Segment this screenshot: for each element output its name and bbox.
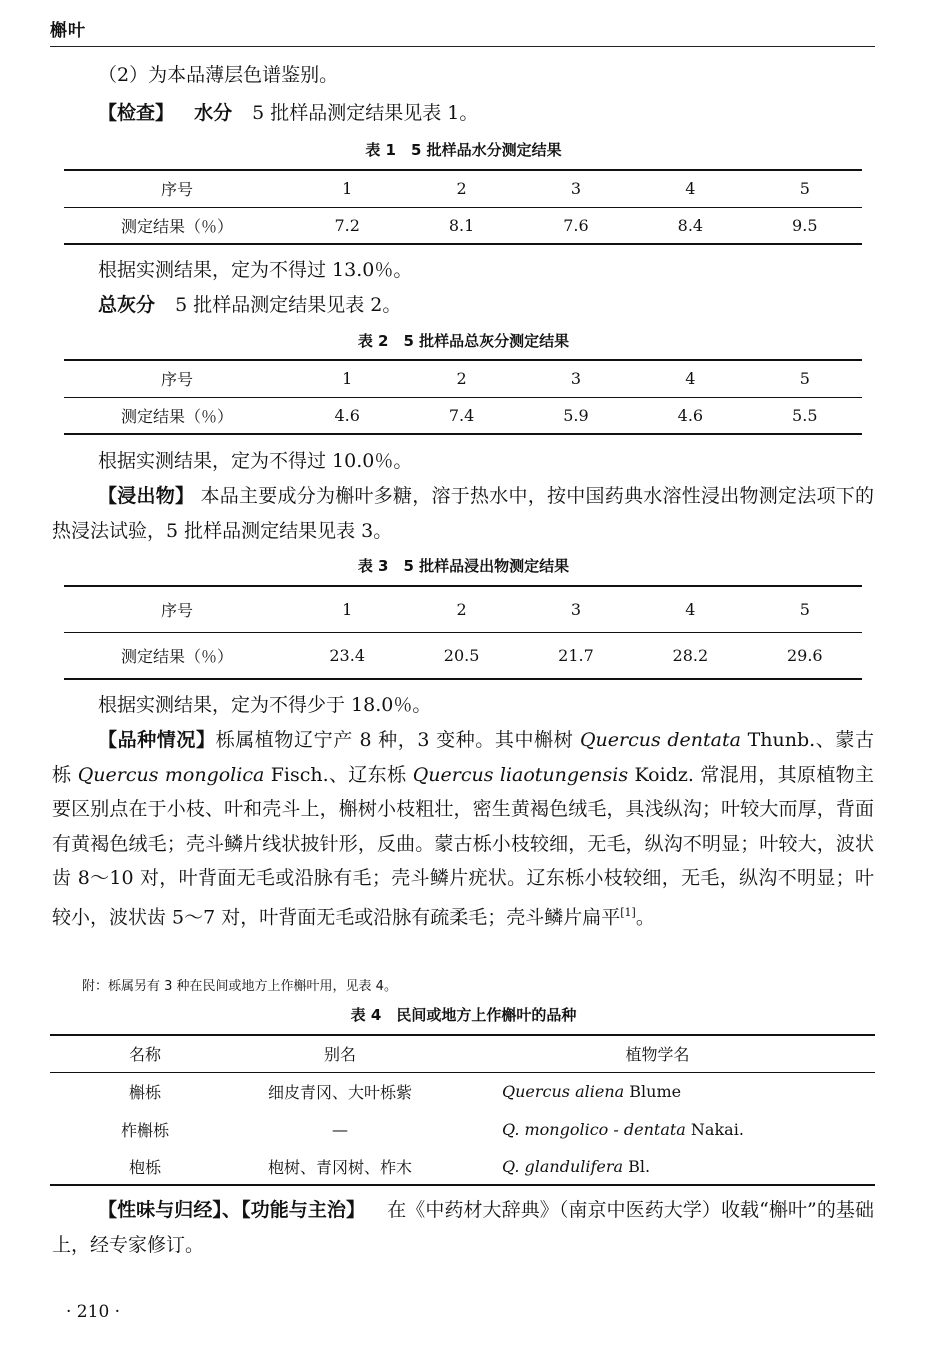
table4-name: 柞槲栎 bbox=[120, 1120, 169, 1140]
variety-text-3: Fisch.、辽东栎 bbox=[264, 763, 413, 786]
table1-value: 8.1 bbox=[448, 215, 475, 235]
table4-latin-name bbox=[440, 1148, 875, 1185]
closing-paragraph bbox=[52, 1193, 874, 1262]
header-rule bbox=[50, 46, 875, 47]
variety-paragraph bbox=[52, 723, 874, 934]
table2-value: 5.5 bbox=[792, 405, 818, 425]
table1-value: 7.2 bbox=[334, 215, 360, 235]
check-paragraph bbox=[98, 96, 874, 131]
table4-latin-name bbox=[440, 1072, 875, 1110]
variety-text-2: Thunb.、蒙古栎 bbox=[52, 729, 874, 786]
latin-author: Bl. bbox=[623, 1156, 651, 1176]
table1-value: 7.6 bbox=[563, 215, 589, 235]
table4-row bbox=[50, 1072, 875, 1110]
table1-row-label: 测定结果（％） bbox=[120, 216, 233, 236]
table3-value-row bbox=[64, 632, 862, 679]
page-number: · 210 · bbox=[66, 1302, 121, 1322]
intro-paragraph: （2）为本品薄层色谱鉴别。 bbox=[98, 64, 339, 86]
table2-col: 5 bbox=[799, 369, 810, 389]
table1-header-row bbox=[64, 170, 862, 207]
check-label: 【检查】 bbox=[98, 102, 175, 124]
table1-value: 8.4 bbox=[677, 215, 704, 235]
table3-value: 23.4 bbox=[329, 645, 365, 665]
result3-paragraph: 根据实测结果，定为不得少于 18.0％。 bbox=[98, 694, 432, 716]
running-head: 槲叶 bbox=[50, 21, 86, 41]
table3-row-label: 测定结果（％） bbox=[120, 646, 233, 666]
table1-value-row bbox=[64, 207, 862, 244]
table2-value: 7.4 bbox=[448, 405, 475, 425]
table1-col: 1 bbox=[342, 179, 353, 199]
table2-col: 1 bbox=[342, 369, 353, 389]
variety-end: 。 bbox=[635, 905, 655, 928]
table4-alias: 细皮青冈、大叶栎紫 bbox=[267, 1082, 412, 1102]
table1-value: 9.5 bbox=[792, 215, 818, 235]
moisture-term: 水分 bbox=[194, 102, 233, 124]
variety-text-1: 栎属植物辽宁产 8 种，3 变种。其中槲树 bbox=[215, 729, 580, 751]
closing-text: 在《中药材大辞典》（南京中医药大学）收载“槲叶”的基础上，经专家修订。 bbox=[52, 1199, 874, 1256]
table1-caption: 表 1 5 批样品水分测定结果 bbox=[365, 141, 562, 159]
table2-col: 2 bbox=[456, 369, 467, 389]
extract-label: 【浸出物】 bbox=[98, 485, 195, 507]
table3-value: 21.7 bbox=[558, 645, 594, 665]
table4-row bbox=[50, 1110, 875, 1148]
table1-col: 4 bbox=[685, 179, 696, 199]
table3-value: 28.2 bbox=[672, 645, 709, 665]
table4-name: 枹栎 bbox=[128, 1157, 161, 1177]
table2-header-row bbox=[64, 360, 862, 397]
table1-col: 5 bbox=[799, 179, 810, 199]
table4-header: 别名 bbox=[323, 1045, 356, 1065]
table3 bbox=[64, 585, 862, 680]
table3-col: 2 bbox=[456, 599, 467, 619]
table4-header: 名称 bbox=[128, 1045, 161, 1065]
table3-value: 29.6 bbox=[786, 645, 823, 665]
latin-genus: Q. mongolico - dentata bbox=[502, 1119, 686, 1139]
table2-value: 4.6 bbox=[677, 405, 704, 425]
table2-row-label: 测定结果（％） bbox=[120, 406, 233, 426]
table2-value: 5.9 bbox=[563, 405, 589, 425]
table4-alias: 枹树、青冈树、柞木 bbox=[267, 1157, 412, 1177]
table4-name: 槲栎 bbox=[128, 1082, 161, 1102]
ash-paragraph bbox=[98, 288, 874, 323]
citation-ref: [1] bbox=[620, 905, 636, 919]
latin-genus: Q. glandulifera bbox=[502, 1156, 624, 1176]
table4-note: 附：栎属另有 3 种在民间或地方上作槲叶用，见表 4。 bbox=[82, 979, 397, 994]
table1-col: 2 bbox=[456, 179, 467, 199]
table3-col: 1 bbox=[342, 599, 353, 619]
species-name: Quercus mongolica bbox=[77, 763, 265, 786]
table4-caption: 表 4 民间或地方上作槲叶的品种 bbox=[350, 1006, 577, 1024]
variety-label: 【品种情况】 bbox=[98, 729, 216, 751]
table4-row bbox=[50, 1148, 875, 1185]
ash-term: 总灰分 bbox=[98, 294, 156, 316]
extract-text: 本品主要成分为槲叶多糖，溶于热水中，按中国药典水溶性浸出物测定法项下的热浸法试验，5 批样品测定结果见表 3。 bbox=[52, 485, 874, 542]
ash-text: 5 批样品测定结果见表 2。 bbox=[175, 294, 402, 316]
table1 bbox=[64, 169, 862, 245]
table3-col: 3 bbox=[570, 599, 582, 619]
table2-header-label: 序号 bbox=[160, 370, 193, 390]
latin-genus: Quercus aliena bbox=[502, 1081, 625, 1101]
check-text: 5 批样品测定结果见表 1。 bbox=[252, 102, 479, 124]
variety-text-4: Koidz. 常混用，其原植物主要区别点在于小枝、叶和壳斗上，槲树小枝粗壮，密生黄褐色绒毛，具浅纵沟；叶较大而厚，背面有黄褐色绒毛；壳斗鳞片线状披针形，反曲。蒙古栎小枝较细，无毛，纵沟不明显；叶较大，波状齿 8～10 对，叶背面无毛或沿脉有毛；壳斗鳞片疣状。辽东栎小枝较细，无毛，纵沟不明显；叶较小，波状齿 5～7 对，叶背面无毛或沿脉有疏柔毛；壳斗鳞片扁平 bbox=[52, 763, 875, 928]
closing-label: 【性味与归经】、【功能与主治】 bbox=[98, 1199, 366, 1221]
table4-header: 植物学名 bbox=[625, 1045, 690, 1065]
table2-value-row bbox=[64, 397, 862, 434]
table4-latin-name bbox=[440, 1110, 875, 1148]
table3-header-label: 序号 bbox=[160, 600, 193, 620]
table2-value: 4.6 bbox=[334, 405, 360, 425]
latin-author: Blume bbox=[624, 1081, 682, 1101]
table3-col: 4 bbox=[685, 599, 696, 619]
table4 bbox=[50, 1034, 875, 1186]
extract-paragraph bbox=[52, 479, 874, 548]
table2-col: 4 bbox=[685, 369, 696, 389]
table4-header-row bbox=[50, 1035, 875, 1072]
table3-caption: 表 3 5 批样品浸出物测定结果 bbox=[357, 557, 570, 575]
result2-paragraph: 根据实测结果，定为不得过 10.0％。 bbox=[98, 450, 413, 472]
table2-col: 3 bbox=[570, 369, 582, 389]
table3-value: 20.5 bbox=[443, 645, 480, 665]
table2 bbox=[64, 359, 862, 435]
species-name: Quercus liaotungensis bbox=[412, 763, 629, 786]
table3-col: 5 bbox=[799, 599, 810, 619]
table4-alias: — bbox=[332, 1119, 348, 1139]
latin-author: Nakai. bbox=[685, 1119, 744, 1139]
result1-paragraph: 根据实测结果，定为不得过 13.0％。 bbox=[98, 259, 413, 281]
table1-header-label: 序号 bbox=[160, 180, 193, 200]
table2-caption: 表 2 5 批样品总灰分测定结果 bbox=[357, 332, 570, 350]
table1-col: 3 bbox=[570, 179, 582, 199]
species-name: Quercus dentata bbox=[579, 729, 741, 751]
table3-header-row bbox=[64, 586, 862, 632]
